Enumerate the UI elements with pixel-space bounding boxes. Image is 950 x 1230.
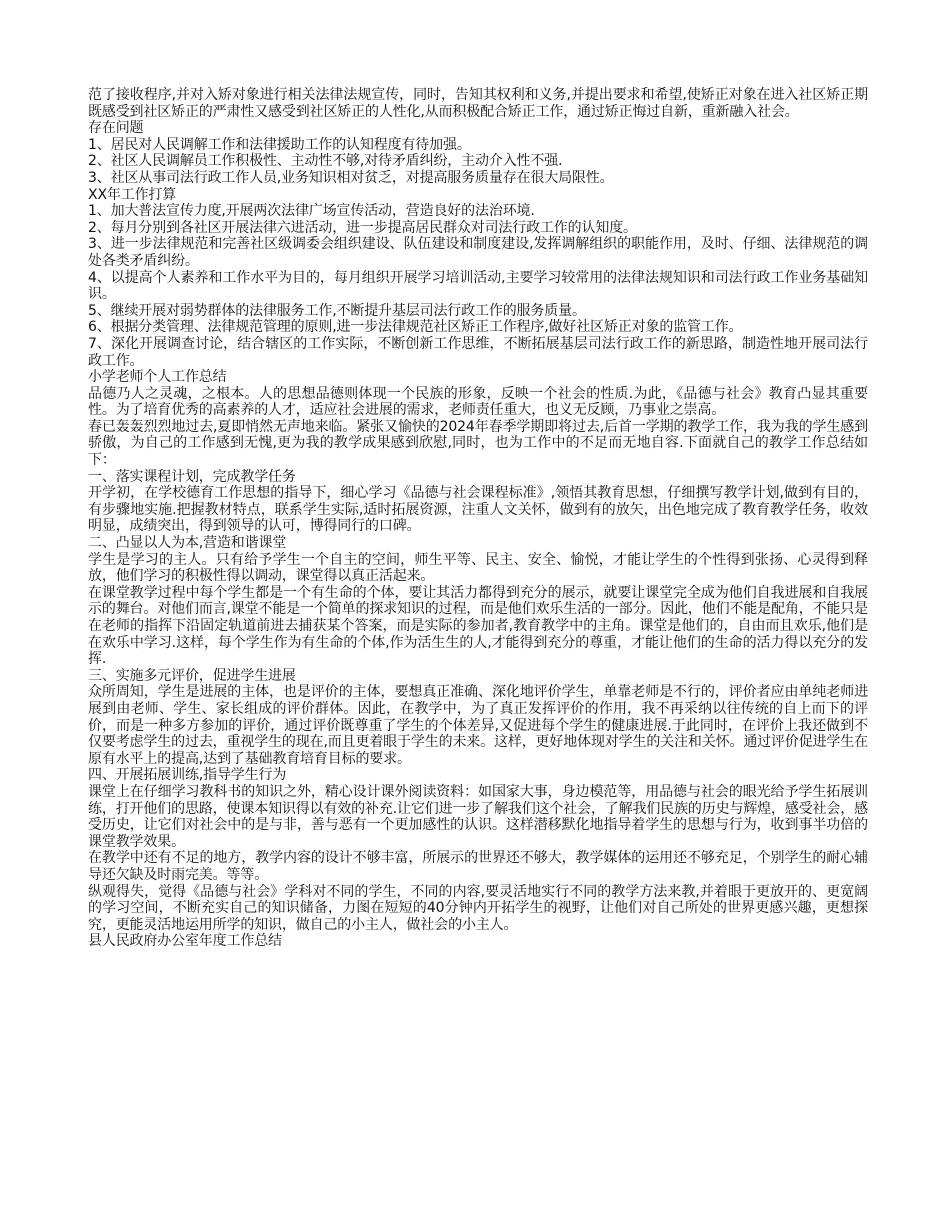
section-heading-4: 四、开展拓展训练,指导学生行为 <box>88 767 287 784</box>
section-heading-1: 一、落实课程计划，完成教学任务 <box>88 468 296 485</box>
paragraph-section-2a: 学生是学习的主人。只有给予学生一个自主的空间，师生平等、民主、安全、愉悦，才能让学生的个性得到张扬、心灵得到释放，他们学习的积极性得以调动，课堂得以真正活起来。 <box>88 551 868 585</box>
plan-item-5: 5、继续开展对弱势群体的法律服务工作,不断提升基层司法行政工作的服务质量。 <box>88 302 586 319</box>
section-heading-3: 三、实施多元评价，促进学生进展 <box>88 667 296 684</box>
paragraph-semester-intro: 春已轰轰烈烈地过去,夏即悄然无声地来临。紧张又愉快的2024年春季学期即将过去,后首一学期的教学工作，我为我的学生感到骄傲，为自己的工作感到无愧,更为我的教学成果感到欣慰,同时，也为工作中的不足而无地自容.下面就自己的教学工作总结如下： <box>88 418 868 469</box>
problem-item-2: 2、社区人民调解员工作积极性、主动性不够,对待矛盾纠纷，主动介入性不强. <box>88 153 563 170</box>
paragraph-section-4: 课堂上在仔细学习教科书的知识之外，精心设计课外阅读资料：如国家大事，身边模范等，用品德与社会的眼光给予学生拓展训练，打开他们的思路，使课本知识得以有效的补充.让它们进一步了解我们这个社会，了解我们民族的历史与辉煌，感受社会，感受历史，让它们对社会中的是与非，善与恶有一个更加感性的认识。这样潜移默化地指导着学生的思想与行为，收到事半功倍的课堂教学效果。 <box>88 783 868 850</box>
paragraph-section-1: 开学初，在学校德育工作思想的指导下，细心学习《品德与社会课程标准》,领悟其教育思想，仔细撰写教学计划,做到有目的，有步骤地实施.把握教材特点，联系学生实际,适时拓展资源，注重人文关怀，做到有的放矢，出色地完成了教育教学任务，收效明显，成绩突出，得到领导的认可，博得同行的口碑。 <box>88 485 868 535</box>
heading-teacher-summary: 小学老师个人工作总结 <box>88 369 227 386</box>
paragraph-section-2b: 在课堂教学过程中每个学生都是一个有生命的个体，要让其活力都得到充分的展示，就要让课堂完全成为他们自我进展和自我展示的舞台。对他们而言,课堂不能是一个简单的探求知识的过程，而是他们欢乐生活的一部分。因此，他们不能是配角，不能只是在老师的指挥下沿固定轨道前进去捕获某个答案，而是实际的参加者,教育教学中的主角。课堂是他们的，自由而且欢乐,他们是在欢乐中学习.这样，每个学生作为有生命的个体,作为活生生的人,才能得到充分的尊重，才能让他们的生命的活力得以充分的发挥. <box>88 584 868 668</box>
plan-item-4: 4、以提高个人素养和工作水平为目的，每月组织开展学习培训活动,主要学习较常用的法律法规知识和司法行政工作业务基础知识。 <box>88 269 868 303</box>
plan-item-3: 3、进一步法律规范和完善社区级调委会组织建设、队伍建设和制度建设,发挥调解组织的职能作用，及时、仔细、法律规范的调处各类矛盾纠纷。 <box>88 236 868 269</box>
document-body <box>88 87 868 950</box>
plan-item-7: 7、深化开展调查讨论，结合辖区的工作实际，不断创新工作思维，不断拓展基层司法行政工作的新思路，制造性地开展司法行政工作。 <box>88 335 868 369</box>
paragraph-moral-education: 品德乃人之灵魂，之根本。人的思想品德则体现一个民族的形象，反映一个社会的性质.为此，《品德与社会》教育凸显其重要性。为了培育优秀的高素养的人才，适应社会进展的需求，老师责任重大，也义无反顾，乃事业之崇高。 <box>88 385 868 419</box>
heading-county-office-summary: 县人民政府办公室年度工作总结 <box>88 933 282 950</box>
plan-item-1: 1、加大普法宣传力度,开展两次法律广场宣传活动，营造良好的法治环境. <box>88 203 535 220</box>
heading-existing-problems: 存在问题 <box>88 120 144 137</box>
problem-item-1: 1、居民对人民调解工作和法律援助工作的认知程度有待加强。 <box>88 136 471 153</box>
plan-item-2: 2、每月分别到各社区开展法律六进活动，进一步提高居民群众对司法行政工作的认知度。 <box>88 219 637 236</box>
heading-work-plan: XX年工作打算 <box>88 186 177 203</box>
paragraph-conclusion: 纵观得失，觉得《品德与社会》学科对不同的学生，不同的内容,要灵活地实行不同的教学方法来教,并着眼于更放开的、更宽阔的学习空间，不断充实自己的知识储备，力图在短短的40分钟内开拓学生的视野，让他们对自己所处的世界更感兴趣，更想探究，更能灵活地运用所学的知识，做自己的小主人，做社会的小主人。 <box>88 883 868 933</box>
paragraph-intro: 范了接收程序,并对入矫对象进行相关法律法规宣传，同时，告知其权利和义务,并提出要求和希望,使矫正对象在进入社区矫正期既感受到社区矫正的严肃性又感受到社区矫正的人性化,从而积极配合矫正工作，通过矫正悔过自新，重新融入社会。 <box>88 87 868 120</box>
section-heading-2: 二、凸显以人为本,营造和谐课堂 <box>88 535 287 552</box>
plan-item-6: 6、根据分类管理、法律规范管理的原则,进一步法律规范社区矫正工作程序,做好社区矫正对象的监管工作。 <box>88 319 743 336</box>
paragraph-shortcomings: 在教学中还有不足的地方，教学内容的设计不够丰富，所展示的世界还不够大，教学媒体的运用还不够充足，个别学生的耐心辅导还欠缺及时雨完美。等等。 <box>88 850 868 883</box>
paragraph-section-3: 众所周知，学生是进展的主体，也是评价的主体，要想真正准确、深化地评价学生，单靠老师是不行的，评价者应由单纯老师进展到由老师、学生、家长组成的评价群体。因此，在教学中，为了真正发挥评价的作用，我不再采纳以往传统的自上而下的评价，而是一种多方参加的评价，通过评价既尊重了学生的个体差异,又促进每个学生的健康进展.于此同时，在评价上我还做到不仅要考虑学生的过去，重视学生的现在,而且更着眼于学生的未来。这样，更好地体现对学生的关注和关怀。通过评价促进学生在原有水平上的提高,达到了基础教育培育目标的要求。 <box>88 684 868 767</box>
problem-item-3: 3、社区从事司法行政工作人员,业务知识相对贫乏，对提高服务质量存在很大局限性。 <box>88 169 614 186</box>
